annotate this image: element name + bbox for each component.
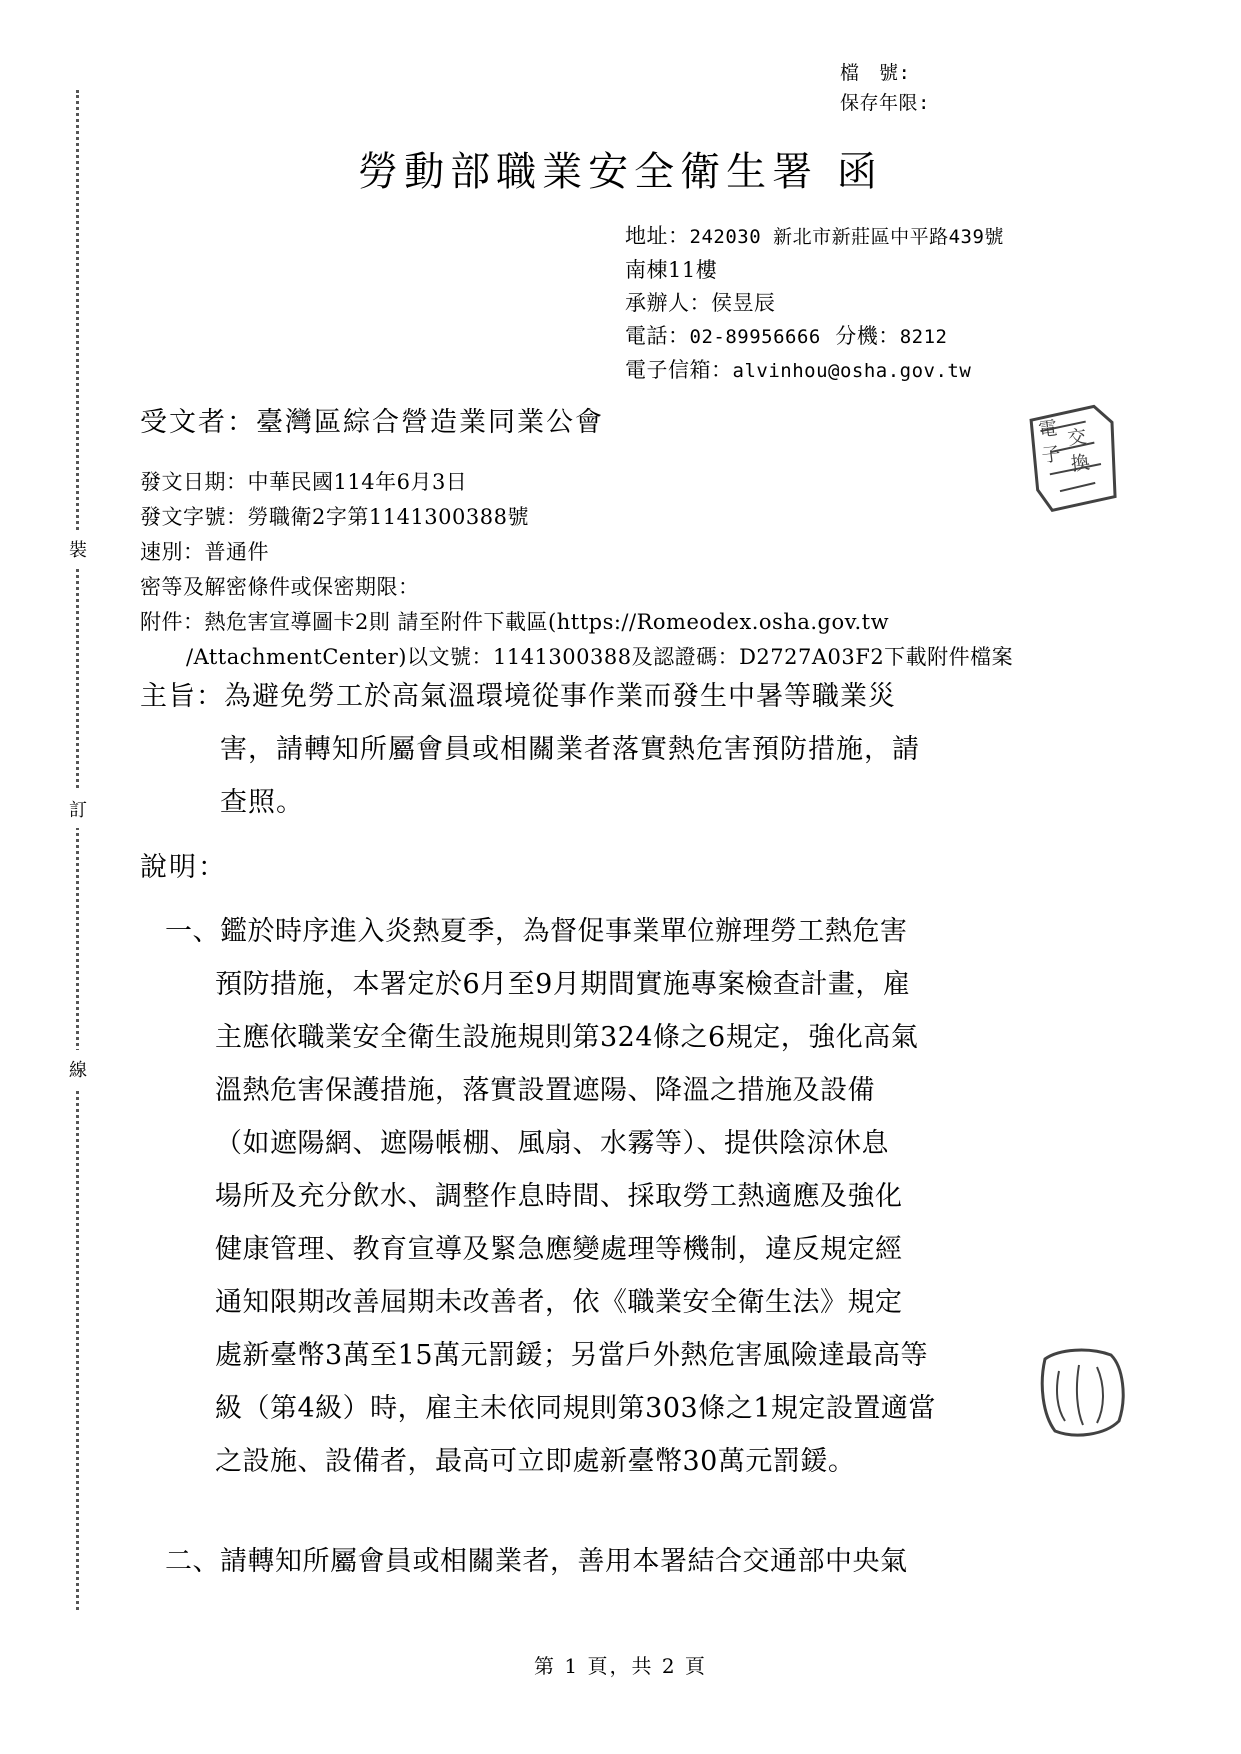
sender-address-line2: 南棟11樓	[625, 258, 718, 282]
document-meta	[140, 465, 1013, 675]
subject-section	[140, 670, 1070, 829]
ext-value: 8212	[899, 326, 948, 348]
contact-label: 承辦人：	[625, 291, 711, 315]
item1-line-5: 場所及充分飲水、調整作息時間、採取勞工熱適應及強化	[215, 1181, 903, 1212]
binding-mark-zhuang: 裝	[68, 530, 88, 568]
electronic-exchange-stamp	[1024, 400, 1128, 515]
explanation-label: 說明：	[140, 852, 227, 883]
item1-line-10: 之設施、設備者，最高可立即處新臺幣30萬元罰鍰。	[215, 1446, 856, 1477]
round-seal-stamp	[1035, 1345, 1130, 1440]
item1-line-7: 通知限期改善屆期未改善者，依《職業安全衛生法》規定	[215, 1287, 903, 1318]
binding-mark-xian: 線	[68, 1050, 88, 1088]
header-field-retention: 保存年限:	[840, 92, 930, 114]
phone-label: 電話：	[625, 324, 690, 348]
email-label: 電子信箱：	[625, 358, 733, 382]
sender-info	[625, 220, 1004, 388]
meta-date	[140, 465, 1013, 500]
item1-line-6: 健康管理、教育宣導及緊急應變處理等機制，違反規定經	[215, 1234, 903, 1265]
date-label: 發文日期：	[140, 470, 248, 494]
attach-label: 附件：	[140, 610, 205, 634]
speed-value: 普通件	[204, 540, 269, 564]
page-footer: 第 1 頁，共 2 頁	[534, 1654, 707, 1678]
phone-value: 02-89956666	[689, 326, 821, 348]
meta-attachment	[140, 605, 1013, 640]
meta-docnum	[140, 500, 1013, 535]
subject-line3: 查照。	[220, 787, 304, 818]
secrecy-label: 密等及解密條件或保密期限：	[140, 575, 420, 599]
sender-email-line	[625, 354, 1004, 388]
recipient-line	[140, 400, 604, 439]
item1-line-1: 預防措施，本署定於6月至9月期間實施專案檢查計畫，雇	[215, 969, 911, 1000]
subject-line1: 為避免勞工於高氣溫環境從事作業而發生中暑等職業災	[224, 681, 896, 712]
attach-value-line2: /AttachmentCenter)以文號：1141300388及認證碼：D2727A03F2下載附件檔案	[186, 645, 1014, 669]
docnum-label: 發文字號：	[140, 505, 248, 529]
item1-line-9: 級（第4級）時，雇主未依同規則第303條之1規定設置適當	[215, 1393, 936, 1424]
date-value: 中華民國114年6月3日	[247, 470, 468, 494]
sender-phone-line	[625, 320, 1004, 354]
subject-label: 主旨：	[140, 681, 224, 712]
explanation-item-2	[165, 1535, 1065, 1588]
item1-line-8: 處新臺幣3萬至15萬元罰鍰；另當戶外熱危害風險達最高等	[215, 1340, 929, 1371]
sender-address-line	[625, 220, 1004, 254]
meta-secrecy	[140, 570, 1013, 605]
contact-name: 侯昱辰	[711, 291, 776, 315]
item1-line-0	[165, 905, 1065, 958]
binding-mark-ding: 訂	[68, 790, 88, 828]
speed-label: 速別：	[140, 540, 205, 564]
recipient-label: 受文者：	[140, 407, 256, 438]
explanation-item-1	[165, 905, 1065, 1488]
subject-line2: 害，請轉知所屬會員或相關業者落實熱危害預防措施，請	[220, 734, 920, 765]
item2-text-0: 請轉知所屬會員或相關業者，善用本署結合交通部中央氣	[220, 1546, 908, 1577]
header-field-file-number: 檔 號:	[840, 62, 911, 84]
address-value: 242030 新北市新莊區中平路439號	[689, 226, 1004, 248]
ext-label: 分機：	[835, 324, 900, 348]
item1-line-2: 主應依職業安全衛生設施規則第324條之6規定，強化高氣	[215, 1022, 919, 1053]
recipient-name: 臺灣區綜合營造業同業公會	[256, 407, 604, 438]
binding-dotted-line	[76, 90, 82, 1610]
email-value: alvinhou@osha.gov.tw	[732, 360, 972, 382]
item1-line-3: 溫熱危害保護措施，落實設置遮陽、降溫之措施及設備	[215, 1075, 875, 1106]
subject-first-line	[140, 670, 1070, 723]
docnum-value: 勞職衛2字第1141300388號	[247, 505, 529, 529]
header-fields	[840, 58, 930, 118]
item1-line-4: （如遮陽網、遮陽帳棚、風扇、水霧等）、提供陰涼休息	[215, 1128, 889, 1159]
address-label: 地址：	[625, 224, 690, 248]
page-title: 勞動部職業安全衛生署 函	[358, 149, 883, 195]
stamp-text-line2: 交換	[1066, 425, 1092, 476]
item2-marker: 二、	[165, 1546, 220, 1577]
item1-marker: 一、	[165, 916, 220, 947]
stamp-text-line1: 電子	[1037, 417, 1062, 468]
attach-value-line1: 熱危害宣導圖卡2則 請至附件下載區(https://Romeodex.osha.gov.tw	[204, 610, 890, 634]
item1-text-0: 鑑於時序進入炎熱夏季，為督促事業單位辦理勞工熱危害	[220, 916, 908, 947]
sender-contact-line	[625, 287, 1004, 320]
meta-speed	[140, 535, 1013, 570]
